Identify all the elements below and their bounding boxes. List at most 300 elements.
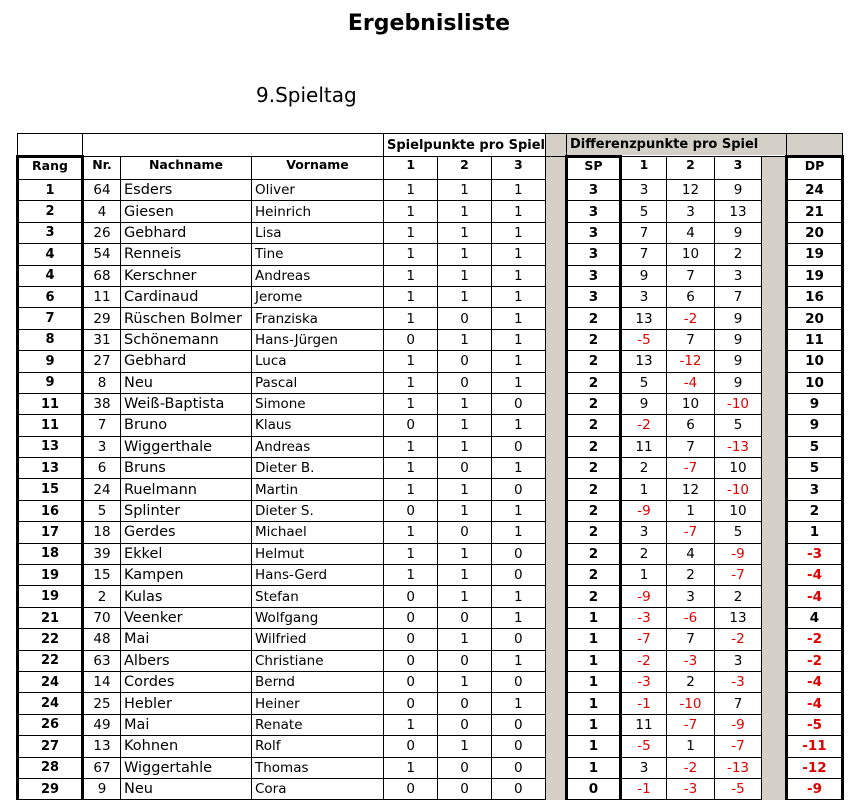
vorname-cell: Andreas: [252, 265, 384, 286]
rang-cell: 4: [18, 244, 83, 265]
diff-1-cell: -9: [621, 500, 667, 521]
spielpunkt-3-cell: 1: [491, 265, 545, 286]
table-row: [18, 393, 843, 414]
diff-2-cell: 4: [667, 543, 715, 564]
spielpunkt-3-cell: 0: [491, 565, 545, 586]
diff-2-cell: -3: [667, 650, 715, 671]
diff-2-cell: 10: [667, 244, 715, 265]
sp-cell: 2: [567, 586, 621, 607]
diff-2-cell: 3: [667, 586, 715, 607]
rang-cell: 4: [18, 265, 83, 286]
nachname-cell: Schönemann: [121, 329, 252, 350]
dp-cell: 5: [787, 458, 843, 479]
diff-2-cell: -6: [667, 607, 715, 628]
vorname-cell: Bernd: [252, 671, 384, 692]
spielpunkt-1-cell: 1: [384, 244, 438, 265]
nachname-cell: Kampen: [121, 565, 252, 586]
nr-cell: 25: [83, 693, 121, 714]
vorname-cell: Simone: [252, 393, 384, 414]
diff-3-cell: 9: [715, 372, 762, 393]
separator-cell: [762, 201, 787, 222]
nr-cell: 38: [83, 393, 121, 414]
header-empty-cell: [787, 134, 843, 157]
nachname-cell: Wiggertahle: [121, 757, 252, 778]
separator-cell: [762, 671, 787, 692]
spielpunkt-1-cell: 1: [384, 458, 438, 479]
nr-cell: 68: [83, 265, 121, 286]
dp-cell: -4: [787, 671, 843, 692]
spielpunkt-3-cell: 1: [491, 222, 545, 243]
table-row: [18, 757, 843, 778]
separator-cell: [546, 458, 567, 479]
header-group-row: [18, 134, 843, 157]
spielpunkt-3-cell: 1: [491, 586, 545, 607]
rang-cell: 6: [18, 286, 83, 307]
spielpunkt-2-cell: 1: [438, 736, 491, 757]
nachname-cell: Neu: [121, 372, 252, 393]
nr-cell: 67: [83, 757, 121, 778]
separator-cell: [546, 308, 567, 329]
dp-cell: -5: [787, 714, 843, 735]
spielpunkt-3-cell: 1: [491, 180, 545, 201]
diff-3-cell: 5: [715, 415, 762, 436]
table-row: [18, 650, 843, 671]
rang-cell: 28: [18, 757, 83, 778]
nr-cell: 29: [83, 308, 121, 329]
diff-2-cell: -3: [667, 778, 715, 799]
nr-cell: 6: [83, 458, 121, 479]
nr-cell: 70: [83, 607, 121, 628]
dp-cell: 10: [787, 351, 843, 372]
spielpunkt-3-cell: 0: [491, 479, 545, 500]
diff-3-cell: 2: [715, 244, 762, 265]
separator-cell: [762, 778, 787, 799]
diff-1-cell: -2: [621, 650, 667, 671]
sp-cell: 1: [567, 736, 621, 757]
separator-cell: [546, 522, 567, 543]
spielpunkt-2-cell: 1: [438, 180, 491, 201]
spielpunkt-3-cell: 1: [491, 522, 545, 543]
spielpunkt-1-cell: 1: [384, 479, 438, 500]
vorname-cell: Tine: [252, 244, 384, 265]
table-row: [18, 329, 843, 350]
dp-cell: 16: [787, 286, 843, 307]
spielpunkt-2-cell: 0: [438, 714, 491, 735]
spielpunkt-3-cell: 0: [491, 736, 545, 757]
separator-cell: [762, 586, 787, 607]
diff-2-cell: 7: [667, 436, 715, 457]
sp-cell: 2: [567, 522, 621, 543]
diff-3-cell: -7: [715, 736, 762, 757]
results-table: [16, 133, 844, 800]
diff-3-cell: -13: [715, 436, 762, 457]
spielpunkt-1-cell: 1: [384, 201, 438, 222]
table-row: [18, 714, 843, 735]
dp-cell: -12: [787, 757, 843, 778]
vorname-cell: Dieter S.: [252, 500, 384, 521]
rang-cell: 15: [18, 479, 83, 500]
rang-cell: 11: [18, 393, 83, 414]
vorname-cell: Luca: [252, 351, 384, 372]
header-diff-3: 3: [715, 157, 762, 180]
spielpunkt-3-cell: 0: [491, 757, 545, 778]
spielpunkt-3-cell: 1: [491, 329, 545, 350]
nr-cell: 54: [83, 244, 121, 265]
separator-cell: [762, 351, 787, 372]
separator-cell: [546, 543, 567, 564]
diff-1-cell: -1: [621, 693, 667, 714]
nachname-cell: Esders: [121, 180, 252, 201]
spielpunkt-2-cell: 1: [438, 329, 491, 350]
header-empty-cell: [83, 134, 384, 157]
nachname-cell: Kohnen: [121, 736, 252, 757]
vorname-cell: Wolfgang: [252, 607, 384, 628]
vorname-cell: Franziska: [252, 308, 384, 329]
spielpunkt-1-cell: 0: [384, 671, 438, 692]
nachname-cell: Kulas: [121, 586, 252, 607]
header-separator: [546, 134, 567, 157]
nr-cell: 31: [83, 329, 121, 350]
nr-cell: 24: [83, 479, 121, 500]
nr-cell: 39: [83, 543, 121, 564]
spielpunkt-2-cell: 0: [438, 522, 491, 543]
dp-cell: 20: [787, 222, 843, 243]
diff-1-cell: 5: [621, 372, 667, 393]
vorname-cell: Stefan: [252, 586, 384, 607]
vorname-cell: Hans-Jürgen: [252, 329, 384, 350]
separator-cell: [546, 757, 567, 778]
table-row: [18, 693, 843, 714]
sp-cell: 3: [567, 222, 621, 243]
dp-cell: 2: [787, 500, 843, 521]
header-column-row: [18, 157, 843, 180]
diff-2-cell: -2: [667, 308, 715, 329]
table-row: [18, 671, 843, 692]
spielpunkt-3-cell: 0: [491, 671, 545, 692]
vorname-cell: Lisa: [252, 222, 384, 243]
separator-cell: [546, 372, 567, 393]
vorname-cell: Christiane: [252, 650, 384, 671]
table-row: [18, 736, 843, 757]
spielpunkt-1-cell: 0: [384, 329, 438, 350]
sp-cell: 1: [567, 714, 621, 735]
separator-cell: [762, 714, 787, 735]
sp-cell: 3: [567, 201, 621, 222]
diff-1-cell: 2: [621, 543, 667, 564]
rang-cell: 13: [18, 436, 83, 457]
separator-cell: [546, 201, 567, 222]
separator-cell: [762, 372, 787, 393]
nr-cell: 9: [83, 778, 121, 799]
sp-cell: 2: [567, 565, 621, 586]
table-row: [18, 436, 843, 457]
separator-cell: [762, 629, 787, 650]
spielpunkt-2-cell: 1: [438, 222, 491, 243]
diff-1-cell: -5: [621, 329, 667, 350]
nr-cell: 11: [83, 286, 121, 307]
vorname-cell: Cora: [252, 778, 384, 799]
rang-cell: 13: [18, 458, 83, 479]
diff-1-cell: 3: [621, 286, 667, 307]
nachname-cell: Mai: [121, 629, 252, 650]
spielpunkt-1-cell: 0: [384, 586, 438, 607]
nachname-cell: Neu: [121, 778, 252, 799]
spielpunkt-2-cell: 1: [438, 286, 491, 307]
spielpunkt-1-cell: 0: [384, 415, 438, 436]
spielpunkt-3-cell: 1: [491, 693, 545, 714]
spielpunkt-3-cell: 1: [491, 607, 545, 628]
sp-cell: 1: [567, 650, 621, 671]
header-group-differenzpunkte: Differenzpunkte pro Spiel: [567, 134, 787, 157]
diff-1-cell: -3: [621, 671, 667, 692]
separator-cell: [762, 329, 787, 350]
diff-3-cell: 5: [715, 522, 762, 543]
dp-cell: -2: [787, 650, 843, 671]
diff-3-cell: 13: [715, 201, 762, 222]
dp-cell: 1: [787, 522, 843, 543]
nachname-cell: Weiß-Baptista: [121, 393, 252, 414]
diff-3-cell: 9: [715, 180, 762, 201]
nr-cell: 49: [83, 714, 121, 735]
header-group-spielpunkte: Spielpunkte pro Spiel: [384, 134, 546, 157]
dp-cell: 5: [787, 436, 843, 457]
rang-cell: 22: [18, 650, 83, 671]
spielpunkt-1-cell: 1: [384, 436, 438, 457]
rang-cell: 9: [18, 351, 83, 372]
spielpunkt-2-cell: 1: [438, 265, 491, 286]
separator-cell: [762, 757, 787, 778]
spielpunkt-2-cell: 1: [438, 436, 491, 457]
diff-3-cell: 9: [715, 329, 762, 350]
nachname-cell: Gebhard: [121, 222, 252, 243]
separator-cell: [546, 714, 567, 735]
spielpunkt-1-cell: 1: [384, 565, 438, 586]
spielpunkt-3-cell: 0: [491, 543, 545, 564]
nachname-cell: Gerdes: [121, 522, 252, 543]
vorname-cell: Thomas: [252, 757, 384, 778]
separator-cell: [546, 565, 567, 586]
vorname-cell: Heiner: [252, 693, 384, 714]
vorname-cell: Klaus: [252, 415, 384, 436]
page-title: Ergebnisliste: [347, 11, 511, 36]
spielpunkt-2-cell: 1: [438, 671, 491, 692]
sp-cell: 1: [567, 607, 621, 628]
separator-cell: [762, 565, 787, 586]
separator-cell: [546, 286, 567, 307]
dp-cell: 20: [787, 308, 843, 329]
diff-3-cell: -3: [715, 671, 762, 692]
spielpunkt-3-cell: 1: [491, 286, 545, 307]
separator-cell: [762, 543, 787, 564]
diff-1-cell: 2: [621, 458, 667, 479]
spielpunkt-2-cell: 1: [438, 201, 491, 222]
table-row: [18, 222, 843, 243]
diff-1-cell: 7: [621, 222, 667, 243]
separator-cell: [762, 436, 787, 457]
sp-cell: 2: [567, 500, 621, 521]
rang-cell: 24: [18, 693, 83, 714]
nr-cell: 26: [83, 222, 121, 243]
rang-cell: 8: [18, 329, 83, 350]
spielpunkt-1-cell: 0: [384, 607, 438, 628]
nr-cell: 63: [83, 650, 121, 671]
diff-2-cell: 3: [667, 201, 715, 222]
table-row: [18, 351, 843, 372]
diff-1-cell: 13: [621, 308, 667, 329]
diff-2-cell: -2: [667, 757, 715, 778]
table-row: [18, 500, 843, 521]
spielpunkt-2-cell: 0: [438, 607, 491, 628]
separator-cell: [546, 500, 567, 521]
sp-cell: 2: [567, 415, 621, 436]
dp-cell: 9: [787, 393, 843, 414]
diff-2-cell: 4: [667, 222, 715, 243]
sp-cell: 3: [567, 244, 621, 265]
separator-cell: [546, 479, 567, 500]
spielpunkt-1-cell: 1: [384, 180, 438, 201]
separator-cell: [762, 393, 787, 414]
header-empty-cell: [18, 134, 83, 157]
rang-cell: 9: [18, 372, 83, 393]
diff-3-cell: -9: [715, 543, 762, 564]
spielpunkt-2-cell: 1: [438, 565, 491, 586]
spielpunkt-3-cell: 0: [491, 393, 545, 414]
spielpunkt-3-cell: 1: [491, 500, 545, 521]
header-separator: [762, 157, 787, 180]
sp-cell: 1: [567, 757, 621, 778]
spielpunkt-2-cell: 1: [438, 586, 491, 607]
spielpunkt-2-cell: 1: [438, 543, 491, 564]
separator-cell: [762, 458, 787, 479]
spielpunkt-3-cell: 1: [491, 308, 545, 329]
sp-cell: 1: [567, 629, 621, 650]
vorname-cell: Jerome: [252, 286, 384, 307]
diff-2-cell: 1: [667, 736, 715, 757]
separator-cell: [546, 329, 567, 350]
spielpunkt-1-cell: 1: [384, 308, 438, 329]
spielpunkt-1-cell: 1: [384, 351, 438, 372]
table-row: [18, 244, 843, 265]
sp-cell: 3: [567, 180, 621, 201]
diff-1-cell: -7: [621, 629, 667, 650]
spielpunkt-1-cell: 1: [384, 286, 438, 307]
diff-2-cell: -7: [667, 522, 715, 543]
diff-2-cell: -7: [667, 714, 715, 735]
header-nr: Nr.: [83, 157, 121, 180]
vorname-cell: Helmut: [252, 543, 384, 564]
separator-cell: [762, 522, 787, 543]
diff-1-cell: 9: [621, 265, 667, 286]
sp-cell: 2: [567, 393, 621, 414]
diff-3-cell: 3: [715, 650, 762, 671]
rang-cell: 7: [18, 308, 83, 329]
separator-cell: [546, 650, 567, 671]
table-row: [18, 180, 843, 201]
diff-2-cell: -10: [667, 693, 715, 714]
spielpunkt-2-cell: 0: [438, 693, 491, 714]
table-row: [18, 778, 843, 799]
spielpunkt-2-cell: 1: [438, 479, 491, 500]
dp-cell: 11: [787, 329, 843, 350]
separator-cell: [546, 265, 567, 286]
rang-cell: 26: [18, 714, 83, 735]
separator-cell: [762, 308, 787, 329]
separator-cell: [546, 693, 567, 714]
separator-cell: [546, 629, 567, 650]
nr-cell: 15: [83, 565, 121, 586]
header-diff-1: 1: [621, 157, 667, 180]
dp-cell: 4: [787, 607, 843, 628]
nachname-cell: Renneis: [121, 244, 252, 265]
page-subtitle: 9.Spieltag: [256, 83, 357, 107]
diff-3-cell: -5: [715, 778, 762, 799]
header-diff-2: 2: [667, 157, 715, 180]
separator-cell: [546, 607, 567, 628]
header-separator: [546, 157, 567, 180]
spielpunkt-2-cell: 0: [438, 308, 491, 329]
dp-cell: 19: [787, 244, 843, 265]
diff-3-cell: -2: [715, 629, 762, 650]
separator-cell: [546, 436, 567, 457]
diff-3-cell: 10: [715, 500, 762, 521]
spielpunkt-3-cell: 1: [491, 372, 545, 393]
nr-cell: 7: [83, 415, 121, 436]
sp-cell: 2: [567, 479, 621, 500]
spielpunkt-3-cell: 1: [491, 201, 545, 222]
dp-cell: -11: [787, 736, 843, 757]
diff-3-cell: -9: [715, 714, 762, 735]
dp-cell: -4: [787, 565, 843, 586]
rang-cell: 19: [18, 586, 83, 607]
rang-cell: 1: [18, 180, 83, 201]
separator-cell: [546, 351, 567, 372]
dp-cell: -4: [787, 693, 843, 714]
separator-cell: [546, 244, 567, 265]
spielpunkt-1-cell: 0: [384, 629, 438, 650]
rang-cell: 3: [18, 222, 83, 243]
spielpunkt-2-cell: 1: [438, 244, 491, 265]
diff-1-cell: 1: [621, 479, 667, 500]
diff-1-cell: 11: [621, 714, 667, 735]
spielpunkt-2-cell: 0: [438, 650, 491, 671]
separator-cell: [762, 222, 787, 243]
separator-cell: [546, 222, 567, 243]
spielpunkt-1-cell: 1: [384, 222, 438, 243]
rang-cell: 16: [18, 500, 83, 521]
spielpunkt-2-cell: 0: [438, 757, 491, 778]
separator-cell: [762, 415, 787, 436]
nachname-cell: Rüschen Bolmer: [121, 308, 252, 329]
separator-cell: [762, 286, 787, 307]
spielpunkt-3-cell: 1: [491, 650, 545, 671]
sp-cell: 3: [567, 265, 621, 286]
nr-cell: 18: [83, 522, 121, 543]
nachname-cell: Ekkel: [121, 543, 252, 564]
table-row: [18, 265, 843, 286]
diff-1-cell: 3: [621, 522, 667, 543]
separator-cell: [762, 265, 787, 286]
nachname-cell: Gebhard: [121, 351, 252, 372]
rang-cell: 22: [18, 629, 83, 650]
table-row: [18, 286, 843, 307]
dp-cell: -3: [787, 543, 843, 564]
diff-2-cell: 2: [667, 671, 715, 692]
diff-2-cell: 10: [667, 393, 715, 414]
rang-cell: 19: [18, 565, 83, 586]
diff-2-cell: -7: [667, 458, 715, 479]
spielpunkt-1-cell: 0: [384, 693, 438, 714]
diff-1-cell: 5: [621, 201, 667, 222]
